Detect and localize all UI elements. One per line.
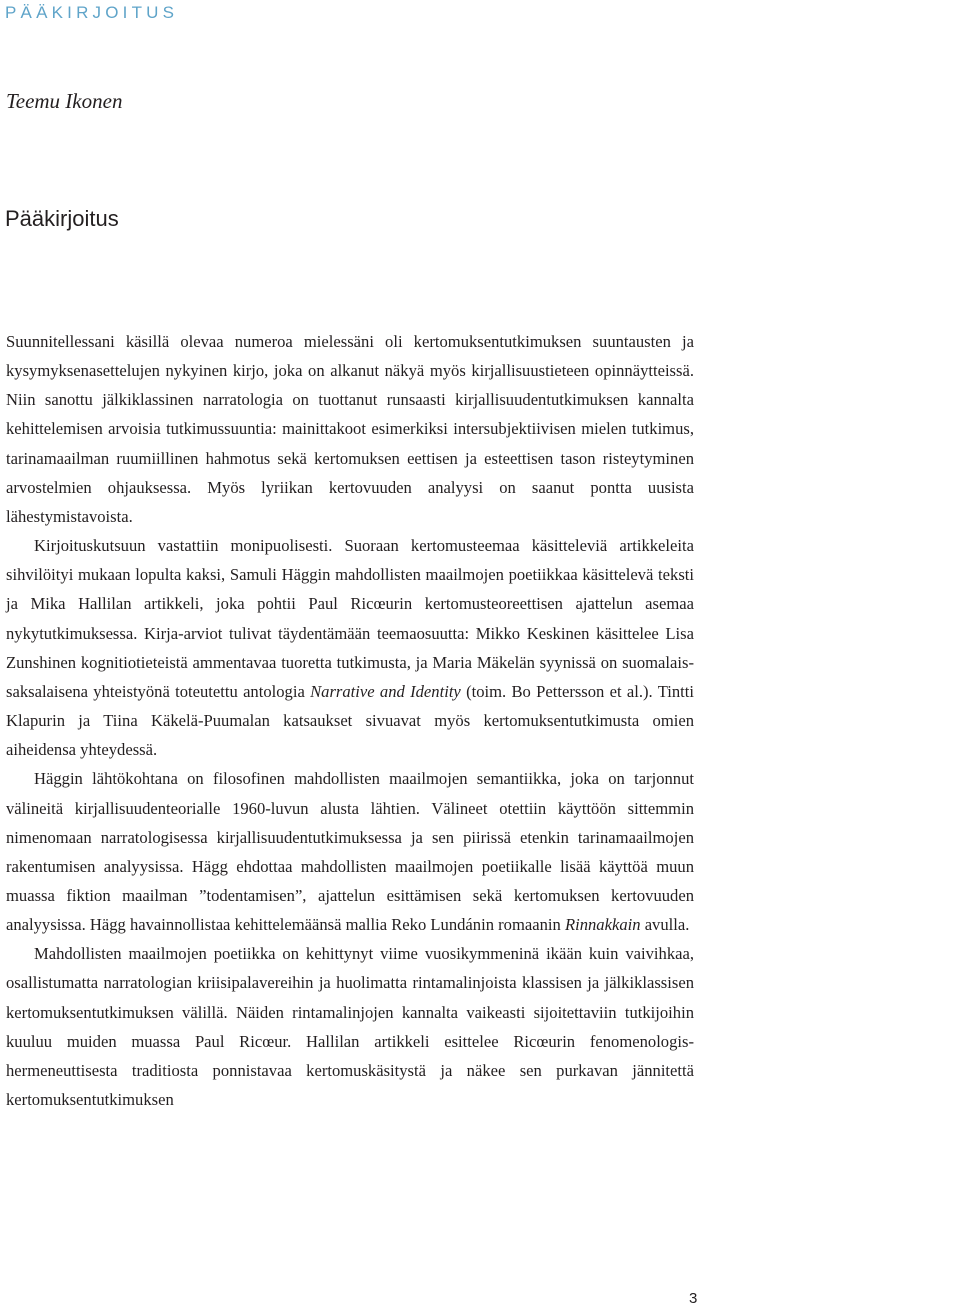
paragraph-2 xyxy=(6,531,694,764)
paragraph-2-book-title: Narrative and Identity xyxy=(310,681,461,701)
article-title: Pääkirjoitus xyxy=(5,206,119,231)
paragraph-3-text-a: Häggin lähtökohtana on filosofinen mahdollisten maailmojen semantiikka, joka on tarjonnut välineitä kirjallisuudenteorialle 1960-luvun alusta lähtien. Välineet otettiin käyttöön sittemmin nimenomaan narratologisessa kirjallisuudentutkimuksessa ja sen piirissä etenkin tarinamaailmojen rakentumisen analyysissa. Hägg ehdottaa mahdollisten maailmojen poetiikalle lisää käyttöä muun muassa fiktion maailman ”todentamisen”, ajattelun esittämisen sekä kertomuksen kertovuuden analyysissa. Hägg havainnollistaa kehittelemäänsä mallia Reko Lundánin romaanin xyxy=(6,769,694,935)
running-header: PÄÄKIRJOITUS xyxy=(5,3,179,22)
article-body xyxy=(6,327,694,1114)
page-number: 3 xyxy=(689,1290,698,1307)
paragraph-2-text-b: (toim. Bo Pettersson et al.). Tintti Klapurin ja Tiina Käkelä-Puumalan katsaukset sivuavat myös kertomuksentutkimusta omien aiheidensa yhteydessä. xyxy=(6,681,694,760)
paragraph-1: Suunnitellessani käsillä olevaa numeroa mielessäni oli kertomuksentutkimuksen suuntausten ja kysymyksenasettelujen nykyinen kirjo, joka on alkanut näkyä myös kirjallisuustieteen opinnäytteissä. Niin sanottu jälkiklassinen narratologia on tuottanut runsaasti kirjallisuudentutkimuksen kannalta kehittelemisen arvoisia tutkimussuuntia: mainittakoot esimerkiksi intersubjektiivisen mielen tutkimus, tarinamaailman ruumiillinen hahmotus sekä kertomuksen eettisen ja esteettisen tason risteytyminen arvostelmien ohjauksessa. Myös lyriikan kertovuuden analyysi on saanut pontta uusista lähestymistavoista. xyxy=(6,332,694,526)
paragraph-2-text-a: Kirjoituskutsuun vastattiin monipuolisesti. Suoraan kertomusteemaa käsitteleviä artikkeleita sihvilöityi mukaan lopulta kaksi, Samuli Häggin mahdollisten maailmojen poetiikkaa käsittelevä teksti ja Mika Hallilan artikkeli, joka pohtii Paul Ricœurin kertomusteoreettisen ajattelun asemaa nykytutkimuksessa. Kirja-arviot tulivat täydentämään teemaosuutta: Mikko Keskinen käsittelee Lisa Zunshinen kognitiotieteistä ammentavaa tuoretta tutkimusta, ja Maria Mäkelän syynissä on suomalais-saksalaisena yhteistyönä toteutettu antologia xyxy=(6,536,694,701)
paragraph-4: Mahdollisten maailmojen poetiikka on kehittynyt viime vuosikymmeninä ikään kuin vaivihkaa, osallistumatta narratologian kriisipalavereihin ja huolimatta rintamalinjoista klassisen ja jälkiklassisen kertomuksentutkimuksen välillä. Näiden rintamalinjojen kannalta vaikeasti sijoitettaviin tutkijoihin kuuluu muiden muassa Paul Ricœur. Hallilan artikkeli esittelee Ricœurin fenomenologis-hermeneuttisesta traditiosta ponnistavaa kertomuskäsitystä ja näkee sen purkavan jännitettä kertomuksentutkimuksen xyxy=(6,944,694,1110)
paragraph-3-book-title: Rinnakkain xyxy=(564,915,641,935)
paragraph-3 xyxy=(6,764,694,939)
article-author: Teemu Ikonen xyxy=(6,89,123,113)
paragraph-3-text-b: avulla. xyxy=(640,915,690,935)
